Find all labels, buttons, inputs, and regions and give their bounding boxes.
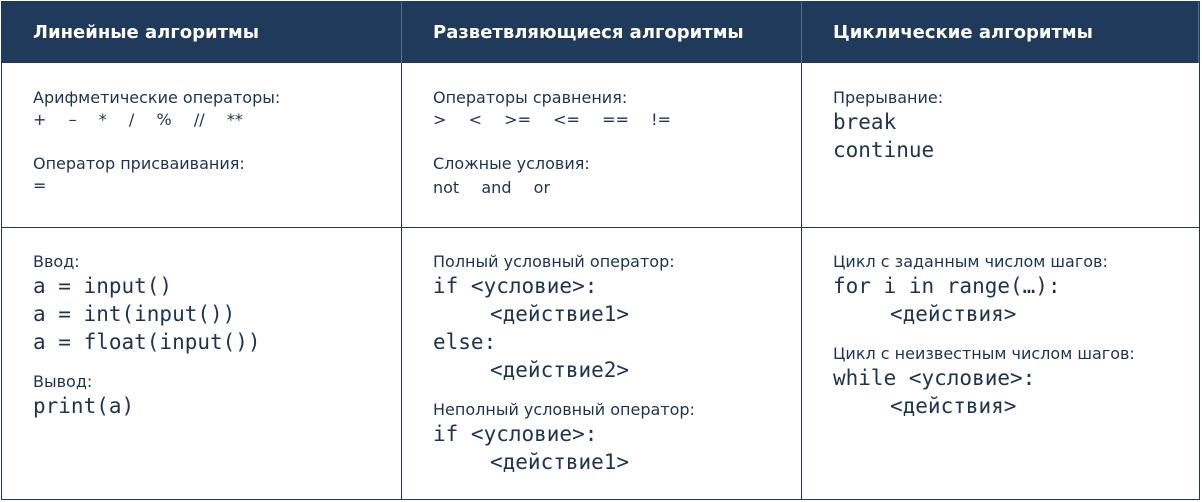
break-keyword: break [833, 110, 897, 134]
code-line: <действие1> [490, 450, 630, 474]
arithmetic-operators: + – * / % // ** [33, 110, 243, 129]
code-line: if <условие>: [433, 422, 598, 446]
header-branching-algorithms: Разветвляющиеся алгоритмы [402, 2, 802, 63]
code-line: else: [433, 330, 497, 354]
interrupt-label: Прерывание: [833, 88, 944, 107]
input-label: Ввод: [33, 252, 80, 271]
while-loop-label: Цикл с неизвестным числом шагов: [833, 344, 1135, 363]
code-line: for i in range(…): [833, 274, 1061, 298]
for-loop-label: Цикл с заданным числом шагов: [833, 252, 1108, 271]
comparison-operators: > < >= <= == != [433, 110, 671, 129]
cell-linear-io [2, 228, 402, 499]
assignment-operator-label: Оператор присваивания: [33, 154, 245, 173]
cell-loop-statements [802, 228, 1199, 499]
code-line: <действия> [890, 394, 1017, 418]
header-linear-algorithms: Линейные алгоритмы [2, 2, 402, 63]
output-code-line: print(a) [33, 394, 135, 418]
header-cyclic-algorithms: Циклические алгоритмы [802, 2, 1199, 63]
comparison-operators-label: Операторы сравнения: [433, 88, 628, 107]
arithmetic-operators-label: Арифметические операторы: [33, 88, 281, 107]
algorithms-table [1, 1, 1200, 500]
full-conditional-label: Полный условный оператор: [433, 252, 675, 271]
assignment-operator: = [33, 176, 47, 195]
code-line: if <условие>: [433, 274, 598, 298]
code-line: <действие2> [490, 358, 630, 382]
partial-conditional-label: Неполный условный оператор: [433, 400, 695, 419]
continue-keyword: continue [833, 138, 935, 162]
code-line: <действие1> [490, 302, 630, 326]
complex-conditions-label: Сложные условия: [433, 154, 590, 173]
code-line: while <условие>: [833, 366, 1036, 390]
cell-branch-operators [402, 63, 802, 228]
input-code-line: a = int(input()) [33, 302, 236, 326]
code-line: <действия> [890, 302, 1017, 326]
input-code-line: a = float(input()) [33, 330, 261, 354]
cell-loop-interrupt [802, 63, 1199, 228]
output-label: Вывод: [33, 372, 93, 391]
input-code-line: a = input() [33, 274, 173, 298]
cell-linear-operators [2, 63, 402, 228]
cell-branch-statements [402, 228, 802, 499]
complex-conditions: not and or [433, 178, 551, 197]
